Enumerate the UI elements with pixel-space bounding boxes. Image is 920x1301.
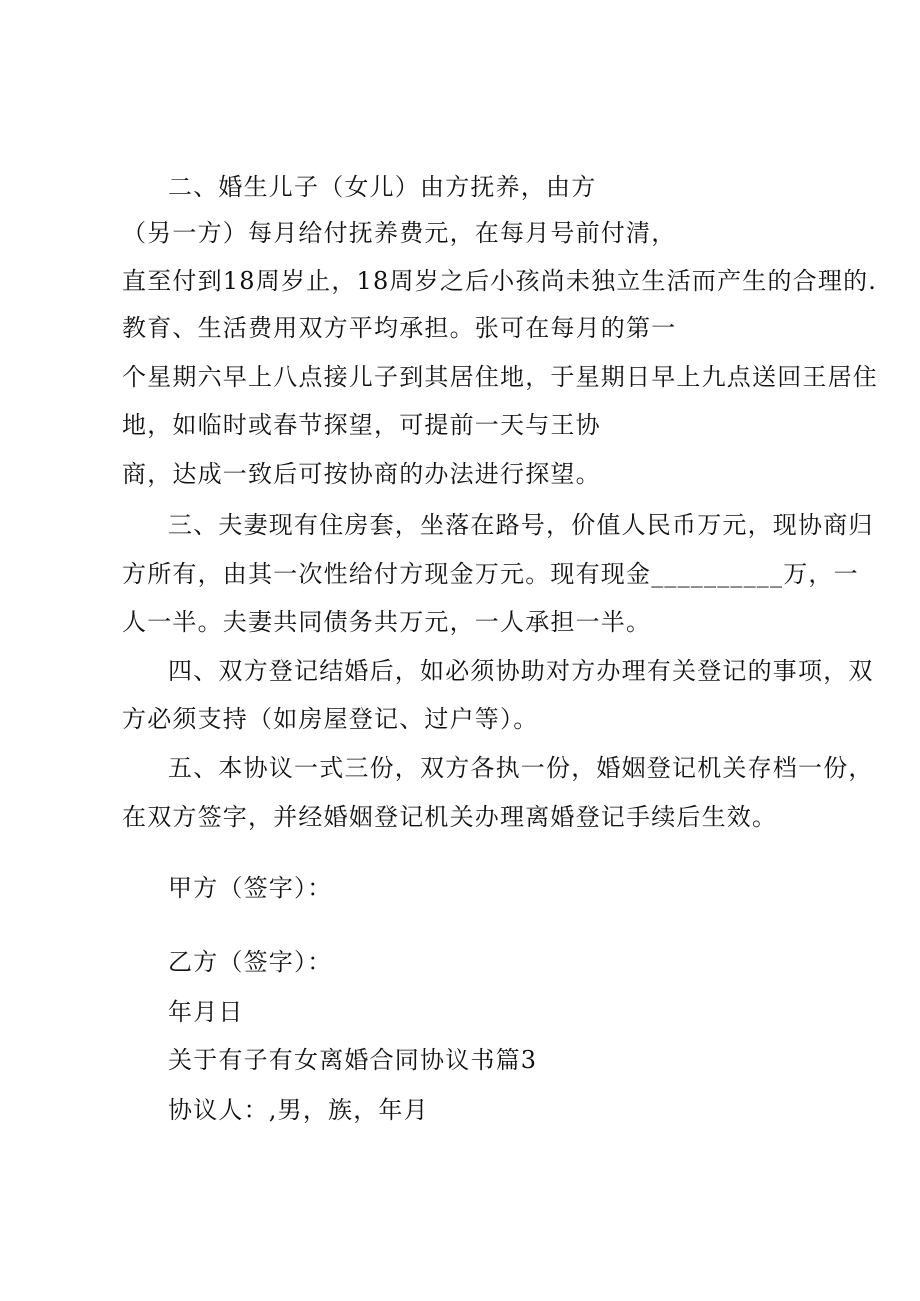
party-b-signature: 乙方（签字）：: [168, 948, 333, 976]
signature-date: 年月日: [168, 998, 244, 1026]
paragraph-2-line-7: 商，达成一致后可按协商的办法进行探望。: [122, 460, 601, 488]
paragraph-4-line-1: 四、双方登记结婚后，如必须协助对方办理有关登记的事项，双: [168, 657, 874, 685]
paragraph-5-line-1: 五、本协议一式三份，双方各执一份，婚姻登记机关存档一份，: [168, 754, 874, 782]
paragraph-2-line-6: 地，如临时或春节探望，可提前一天与王协: [122, 411, 601, 439]
paragraph-2-line-4: 教育、生活费用双方平均承担。张可在每月的第一: [122, 314, 677, 342]
paragraph-3-line-2: 方所有，由其一次性给付方现金万元。现有现金__________万，一: [122, 560, 859, 588]
paragraph-2-line-2: （另一方）每月给付抚养费元，在每月号前付清，: [122, 219, 677, 247]
paragraph-2-line-3: 直至付到18周岁止，18周岁之后小孩尚未独立生活而产生的合理的.: [122, 267, 878, 295]
paragraph-3-line-3: 人一半。夫妻共同债务共万元，一人承担一半。: [122, 608, 652, 636]
party-a-signature: 甲方（签字）：: [168, 874, 333, 902]
paragraph-5-line-2: 在双方签字，并经婚姻登记机关办理离婚登记手续后生效。: [122, 803, 778, 831]
section-title: 关于有子有女离婚合同协议书篇3: [168, 1046, 538, 1074]
paragraph-2-line-5: 个星期六早上八点接儿子到其居住地，于星期日早上九点送回王居住: [122, 363, 878, 391]
paragraph-2-line-1: 二、婚生儿子（女儿）由方抚养，由方: [168, 173, 597, 201]
paragraph-3-line-1: 三、夫妻现有住房套，坐落在路号，价值人民币万元，现协商归: [168, 511, 874, 539]
paragraph-4-line-2: 方必须支持（如房屋登记、过户等）。: [122, 705, 539, 733]
agreement-party-line: 协议人：,男，族，年月: [168, 1096, 429, 1124]
